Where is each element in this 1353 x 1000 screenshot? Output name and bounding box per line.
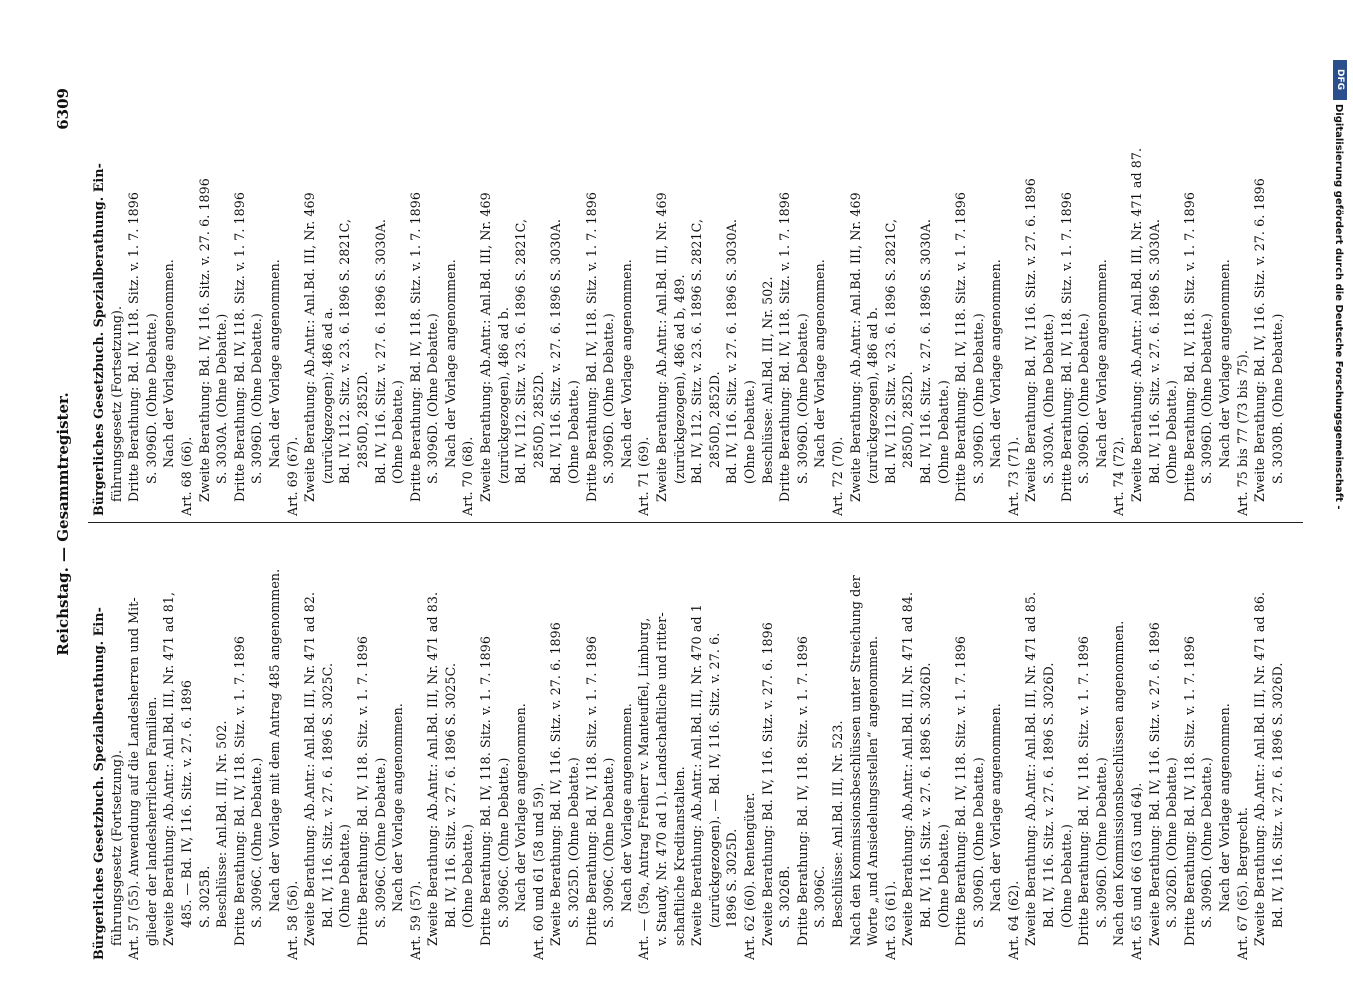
index-line: Worte „und Ansiedelungsstellen“ angenommen.	[865, 635, 881, 946]
index-line: (Ohne Debatte.)	[390, 379, 406, 484]
index-line: S. 3096D. (Ohne Debatte.)	[425, 313, 441, 484]
index-line: führungsgesetz (Fortsetzung).	[108, 749, 124, 946]
index-line: schaftliche Kreditanstalten.	[671, 766, 687, 946]
running-head	[54, 88, 74, 960]
index-line: Nach der Vorlage angenommen.	[513, 703, 529, 912]
index-line: Zweite Berathung: Bd. IV, 116. Sitz. v. 27. 6. 1896	[1252, 178, 1268, 502]
index-line: Dritte Berathung: Bd. IV, 118. Sitz. v. 1. 7. 1896	[583, 192, 599, 502]
index-line: Nach der Vorlage angenommen.	[812, 259, 828, 468]
index-line: Zweite Berathung: Ab.Antr.: Anl.Bd. III, Nr. 471 ad 86.	[1252, 591, 1268, 946]
index-line: Art. — (59a, Antrag Freiherr v. Manteuffel, Limburg,	[636, 617, 652, 960]
index-line: Zweite Berathung: Bd. IV, 116. Sitz. v. 27. 6. 1896	[548, 622, 564, 946]
index-line: Art. 62 (60). Rentengüter.	[741, 792, 757, 960]
index-line: S. 3096D. (Ohne Debatte.)	[970, 757, 986, 928]
index-line: Art. 74 (72).	[1111, 436, 1127, 516]
index-line: Zweite Berathung: Ab.Antr.: Anl.Bd. III, Nr. 471 ad 82.	[302, 591, 318, 946]
index-line: 485. — Bd. IV, 116. Sitz. v. 27. 6. 1896	[178, 680, 194, 928]
index-line: Nach der Vorlage mit dem Antrag 485 angenommen.	[266, 568, 282, 912]
index-line: Art. 58 (56).	[284, 880, 300, 960]
index-line: Bd. IV, 116. Sitz. v. 27. 6. 1896 S. 3030A.	[372, 219, 388, 484]
index-line: Dritte Berathung: Bd. IV, 118. Sitz. v. 1. 7. 1896	[794, 636, 810, 946]
index-line: S. 3096C. (Ohne Debatte.)	[601, 757, 617, 928]
index-line: Nach der Vorlage angenommen.	[1217, 259, 1232, 468]
index-line: S. 3030B. (Ohne Debatte.)	[1269, 313, 1285, 484]
index-line: 2850D, 2852D.	[900, 371, 916, 468]
index-line: Art. 67 (65). Bergrecht.	[1234, 807, 1250, 960]
index-line: 2850D, 2852D.	[706, 371, 722, 468]
index-line: (Ohne Debatte.)	[741, 379, 757, 484]
index-line: Dritte Berathung: Bd. IV, 118. Sitz. v. 1. 7. 1896	[953, 636, 969, 946]
index-line: 1896 S. 3025D.	[724, 828, 740, 928]
index-line: 2850D, 2852D.	[354, 371, 370, 468]
index-line: Dritte Berathung: Bd. IV, 118. Sitz. v. 1. 7. 1896	[231, 192, 247, 502]
index-line: (Ohne Debatte.)	[935, 379, 951, 484]
index-line: Art. 63 (61).	[882, 880, 898, 960]
index-line: S. 3096C.	[812, 865, 828, 928]
index-line: Nach der Vorlage angenommen.	[618, 703, 634, 912]
index-line: Art. 64 (62).	[1005, 880, 1021, 960]
index-line: (zurückgezogen). — Bd. IV, 116. Sitz. v. 27. 6.	[706, 632, 722, 928]
index-line: S. 3096C. (Ohne Debatte.)	[372, 757, 388, 928]
index-line: S. 3025B.	[196, 865, 212, 928]
index-line: Nach den Kommissionsbeschlüssen angenommen.	[1111, 620, 1127, 946]
index-line: Dritte Berathung: Bd. IV, 118. Sitz. v. 1. 7. 1896	[231, 636, 247, 946]
index-line: Nach der Vorlage angenommen.	[266, 259, 282, 468]
index-line: Art. 59 (57).	[407, 880, 423, 960]
index-line: Nach der Vorlage angenommen.	[161, 259, 177, 468]
index-line: S. 3096D. (Ohne Debatte.)	[1076, 313, 1092, 484]
index-line: S. 3096D. (Ohne Debatte.)	[1199, 313, 1215, 484]
index-line: Zweite Berathung: Ab.Antr.: Anl.Bd. III, Nr. 470 ad 1	[689, 604, 705, 946]
digitization-credit-text: Digitalisierung gefördert durch die Deutsche Forschungsgemeinschaft -	[1333, 104, 1344, 510]
index-line: S. 3030A. (Ohne Debatte.)	[214, 313, 230, 484]
index-line: S. 3096D. (Ohne Debatte.)	[1199, 757, 1215, 928]
index-line: (Ohne Debatte.)	[1164, 379, 1180, 484]
index-line: Zweite Berathung: Bd. IV, 116. Sitz. v. 27. 6. 1896	[759, 622, 775, 946]
index-line: Zweite Berathung: Ab.Antr.: Anl.Bd. III, Nr. 469	[847, 192, 863, 502]
index-line: S. 3096C. (Ohne Debatte.)	[495, 757, 511, 928]
index-line: Bürgerliches Gesetzbuch. Spezialberathung. Ein-	[91, 607, 106, 960]
digitization-credit	[1333, 60, 1349, 940]
index-line: (zurückgezogen), 486 ad b.	[495, 306, 511, 484]
index-line: Bd. IV, 116. Sitz. v. 27. 6. 1896 S. 3025C.	[319, 662, 335, 928]
index-line: S. 3096C. (Ohne Debatte.)	[249, 757, 265, 928]
index-line: Art. 71 (69).	[636, 436, 652, 516]
index-line: (Ohne Debatte.)	[460, 823, 476, 928]
index-line: Bd. IV, 116. Sitz. v. 27. 6. 1896 S. 3030A.	[1146, 219, 1162, 484]
index-line: Nach den Kommissionsbeschlüssen unter Streichung der	[847, 575, 863, 946]
index-line: Dritte Berathung: Bd. IV, 118. Sitz. v. 1. 7. 1896	[478, 636, 494, 946]
index-line: Beschlüsse: Anl.Bd. III, Nr. 502.	[759, 276, 775, 484]
index-line: Dritte Berathung: Bd. IV, 118. Sitz. v. 1. 7. 1896	[1181, 192, 1197, 502]
index-line: S. 3025D. (Ohne Debatte.)	[566, 757, 582, 928]
index-line: Bd. IV, 116. Sitz. v. 27. 6. 1896 S. 3030A.	[917, 219, 933, 484]
index-line: S. 3096D. (Ohne Debatte.)	[143, 313, 159, 484]
index-line: (Ohne Debatte.)	[935, 823, 951, 928]
index-line: (Ohne Debatte.)	[1058, 823, 1074, 928]
index-line: Bd. IV, 116. Sitz. v. 27. 6. 1896 S. 3025C.	[442, 662, 458, 928]
index-line: v. Staudy, Nr. 470 ad 1). Landschaftliche und ritter-	[654, 612, 669, 946]
page-header-title: Reichstag. — Gesammtregister.	[54, 392, 72, 656]
index-line: (zurückgezogen), 486 ad b.	[865, 306, 881, 484]
index-line: Bd. IV, 116. Sitz. v. 27. 6. 1896 S. 3030A.	[724, 219, 740, 484]
index-line: S. 3096D. (Ohne Debatte.)	[601, 313, 617, 484]
index-line: S. 3030A. (Ohne Debatte.)	[1041, 313, 1057, 484]
index-line: Nach der Vorlage angenommen.	[1093, 259, 1109, 468]
index-line: Nach der Vorlage angenommen.	[988, 703, 1004, 912]
left-column	[90, 530, 1286, 960]
index-line: Art. 57 (55). Anwendung auf die Landesherren und Mit-	[126, 597, 142, 960]
index-line: Bd. IV, 112. Sitz. v. 23. 6. 1896 S. 2821C,	[337, 218, 353, 484]
page-number: 6309	[54, 88, 72, 130]
index-line: Zweite Berathung: Ab.Antr.: Anl.Bd. III, Nr. 471 ad 84.	[900, 591, 916, 946]
index-line: Dritte Berathung: Bd. IV, 118. Sitz. v. 1. 7. 1896	[354, 636, 370, 946]
index-line: Nach der Vorlage angenommen.	[442, 259, 458, 468]
index-line: Zweite Berathung: Ab.Antr.: Anl.Bd. III, Nr. 471 ad 87.	[1129, 147, 1145, 502]
index-line: Art. 75 bis 77 (73 bis 75).	[1234, 350, 1250, 516]
index-line: Zweite Berathung: Ab.Antr.: Anl.Bd. III, Nr. 471 ad 85.	[1023, 591, 1039, 946]
index-line: Dritte Berathung: Bd. IV, 118. Sitz. v. 1. 7. 1896	[407, 192, 423, 502]
index-line: glieder der landesherrlichen Familien.	[143, 696, 159, 946]
index-line: Nach der Vorlage angenommen.	[390, 703, 406, 912]
index-line: Zweite Berathung: Ab.Antr.: Anl.Bd. III, Nr. 469	[654, 192, 669, 502]
index-line: S. 3096D. (Ohne Debatte.)	[794, 313, 810, 484]
index-line: Zweite Berathung: Ab.Antr.: Anl.Bd. III, Nr. 471 ad 81,	[161, 591, 177, 946]
index-line: Dritte Berathung: Bd. IV, 118. Sitz. v. 1. 7. 1896	[583, 636, 599, 946]
index-line: Bürgerliches Gesetzbuch. Spezialberathung. Ein-	[91, 163, 106, 516]
index-line: Beschlüsse: Anl.Bd. III, Nr. 523.	[829, 720, 845, 928]
index-line: Nach der Vorlage angenommen.	[1217, 703, 1232, 912]
right-column	[90, 86, 1286, 516]
index-line: Bd. IV, 112. Sitz. v. 23. 6. 1896 S. 2821C,	[689, 218, 705, 484]
index-line: Dritte Berathung: Bd. IV, 118. Sitz. v. 1. 7. 1896	[126, 192, 142, 502]
index-line: Dritte Berathung: Bd. IV, 118. Sitz. v. 1. 7. 1896	[777, 192, 793, 502]
column-divider	[88, 522, 1303, 523]
index-line: Dritte Berathung: Bd. IV, 118. Sitz. v. 1. 7. 1896	[1076, 636, 1092, 946]
index-line: Bd. IV, 116. Sitz. v. 27. 6. 1896 S. 3030A.	[548, 219, 564, 484]
index-line: Art. 70 (68).	[460, 436, 476, 516]
index-line: S. 3096D. (Ohne Debatte.)	[970, 313, 986, 484]
index-line: (Ohne Debatte.)	[337, 823, 353, 928]
index-line: Nach der Vorlage angenommen.	[988, 259, 1004, 468]
index-line: Dritte Berathung: Bd. IV, 118. Sitz. v. 1. 7. 1896	[1058, 192, 1074, 502]
index-line: (Ohne Debatte.)	[566, 379, 582, 484]
index-line: Art. 73 (71).	[1005, 436, 1021, 516]
index-line: Art. 69 (67).	[284, 436, 300, 516]
index-line: Art. 68 (66).	[178, 436, 194, 516]
index-line: Nach der Vorlage angenommen.	[618, 259, 634, 468]
index-line: S. 3026D. (Ohne Debatte.)	[1164, 757, 1180, 928]
index-line: 2850D, 2852D.	[530, 371, 546, 468]
index-line: Art. 72 (70).	[829, 436, 845, 516]
index-line: S. 3096D. (Ohne Debatte.)	[1093, 757, 1109, 928]
index-line: Zweite Berathung: Ab.Antr.: Anl.Bd. III, Nr. 469	[302, 192, 318, 502]
index-line: führungsgesetz (Fortsetzung).	[108, 305, 124, 502]
index-line: (zurückgezogen); 486 ad a.	[319, 307, 335, 484]
index-line: S. 3096D. (Ohne Debatte.)	[249, 313, 265, 484]
index-line: S. 3026B.	[777, 865, 793, 928]
index-line: Zweite Berathung: Bd. IV, 116. Sitz. v. 27. 6. 1896	[1146, 622, 1162, 946]
index-line: Dritte Berathung: Bd. IV, 118. Sitz. v. 1. 7. 1896	[1181, 636, 1197, 946]
index-line: Zweite Berathung: Ab.Antr.: Anl.Bd. III, Nr. 469	[478, 192, 494, 502]
index-line: Beschlüsse: Anl.Bd. III, Nr. 502.	[214, 720, 230, 928]
index-line: Art. 65 und 66 (63 und 64).	[1129, 782, 1145, 960]
index-line: Bd. IV, 112. Sitz. v. 23. 6. 1896 S. 2821C,	[513, 218, 529, 484]
index-line: Dritte Berathung: Bd. IV, 118. Sitz. v. 1. 7. 1896	[953, 192, 969, 502]
index-line: Zweite Berathung: Bd. IV, 116. Sitz. v. 27. 6. 1896	[1023, 178, 1039, 502]
index-line: Zweite Berathung: Ab.Antr.: Anl.Bd. III, Nr. 471 ad 83.	[425, 591, 441, 946]
index-line: Art. 60 und 61 (58 und 59).	[530, 782, 546, 960]
index-line: Bd. IV, 112. Sitz. v. 23. 6. 1896 S. 2821C,	[882, 218, 898, 484]
index-line: Bd. IV, 116. Sitz. v. 27. 6. 1896 S. 3026D.	[1269, 662, 1285, 928]
index-line: Bd. IV, 116. Sitz. v. 27. 6. 1896 S. 3026D.	[1041, 662, 1057, 928]
index-line: Zweite Berathung: Bd. IV, 116. Sitz. v. 27. 6. 1896	[196, 178, 212, 502]
index-line: Bd. IV, 116. Sitz. v. 27. 6. 1896 S. 3026D.	[917, 662, 933, 928]
index-line: (zurückgezogen), 486 ad b, 489.	[671, 274, 687, 484]
dfg-logo: DFG	[1333, 60, 1347, 100]
